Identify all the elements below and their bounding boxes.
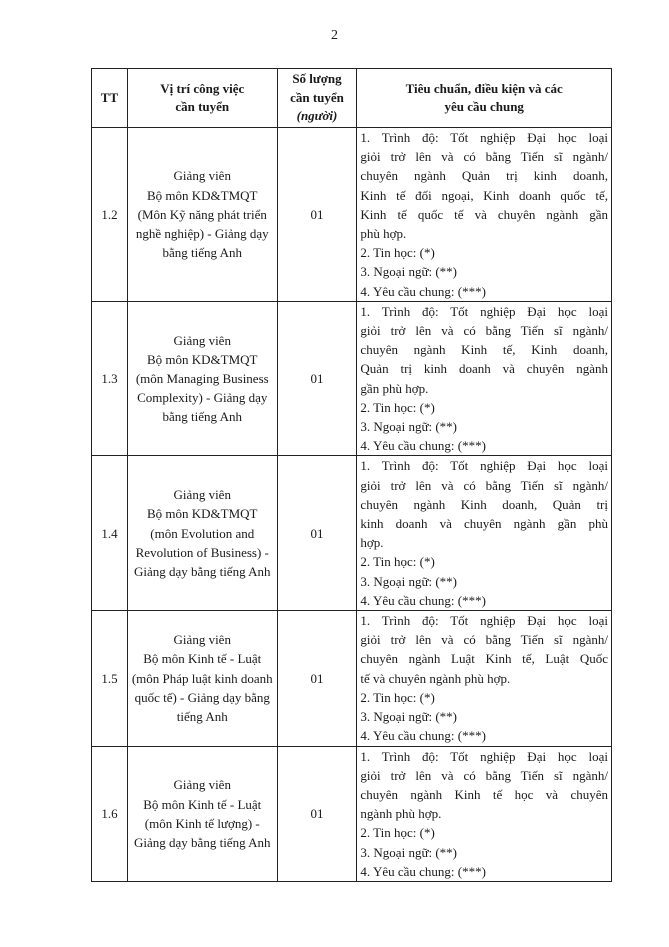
requirement-line: giỏi trở lên và có bằng Tiến sĩ ngành/: [360, 323, 608, 339]
page-number: 2: [331, 28, 338, 43]
requirement-line: chuyên ngành Kinh doanh, Quản trị: [360, 496, 608, 512]
row-number: 1.3: [92, 301, 128, 456]
position-line: (môn Managing Business: [135, 371, 269, 387]
header-tt: TT: [92, 69, 128, 128]
requirement-line: 3. Ngoại ngữ: (**): [360, 264, 458, 280]
requirement-line: 1. Trình độ: Tốt nghiệp Đại học loại: [360, 130, 608, 145]
requirement-line: 4. Yêu cầu chung: (***): [360, 283, 486, 299]
requirement-line: 4. Yêu cầu chung: (***): [360, 438, 486, 454]
requirements-cell: [357, 456, 612, 611]
table-row: [92, 746, 612, 881]
requirement-line: Kinh tế quốc tế và chuyên ngành gần: [360, 206, 608, 222]
requirement-line: chuyên ngành Luật Kinh tế, Luật Quốc: [360, 651, 608, 667]
requirements-cell: [357, 611, 612, 746]
requirement-line: 1. Trình độ: Tốt nghiệp Đại học loại: [360, 303, 608, 319]
position-line: Giảng viên: [173, 168, 231, 184]
position-cell: [127, 456, 277, 611]
position-line: Giảng viên: [173, 777, 231, 793]
position-line: (môn Kinh tế lượng) -: [144, 815, 260, 831]
requirement-line: 1. Trình độ: Tốt nghiệp Đại học loại: [360, 458, 608, 474]
requirement-line: giỏi trở lên và có bằng Tiến sĩ ngành/: [360, 477, 608, 493]
position-cell: [127, 301, 277, 456]
requirement-line: ngành phù hợp.: [360, 806, 442, 822]
row-number: 1.4: [92, 456, 128, 611]
position-line: Bộ môn KD&TMQT: [147, 351, 258, 367]
position-line: tiếng Anh: [176, 709, 228, 725]
requirements-cell: [357, 746, 612, 881]
requirement-line: giỏi trở lên và có bằng Tiến sĩ ngành/: [360, 149, 608, 165]
header-position: Vị trí công việc cần tuyển: [127, 69, 277, 128]
requirement-line: 3. Ngoại ngữ: (**): [360, 844, 458, 860]
position-cell: [127, 746, 277, 881]
position-line: (Môn Kỹ năng phát triển: [137, 206, 267, 222]
position-line: nghề nghiệp) - Giảng dạy: [135, 226, 269, 242]
position-line: Bộ môn Kinh tế - Luật: [143, 796, 262, 812]
requirement-line: 2. Tin học: (*): [360, 245, 435, 261]
requirement-line: 1. Trình độ: Tốt nghiệp Đại học loại: [360, 613, 608, 629]
position-line: (môn Evolution and: [150, 525, 255, 541]
requirement-line: 2. Tin học: (*): [360, 825, 435, 841]
position-line: bằng tiếng Anh: [162, 245, 242, 261]
row-number: 1.2: [92, 128, 128, 302]
table-row: [92, 128, 612, 302]
position-cell: [127, 611, 277, 746]
requirement-line: chuyên ngành Kinh tế, Kinh doanh,: [360, 342, 608, 358]
requirements-cell: [357, 128, 612, 302]
position-line: Revolution of Business) -: [135, 544, 269, 560]
quantity-cell: 01: [277, 611, 357, 746]
requirement-line: 1. Trình độ: Tốt nghiệp Đại học loại: [360, 748, 608, 764]
header-requirements: Tiêu chuẩn, điều kiện và các yêu cầu chung: [357, 69, 612, 128]
requirement-line: 4. Yêu cầu chung: (***): [360, 863, 486, 879]
position-line: Giảng dạy bằng tiếng Anh: [134, 564, 271, 580]
quantity-cell: 01: [277, 128, 357, 302]
requirement-line: giỏi trở lên và có bằng Tiến sĩ ngành/: [360, 632, 608, 648]
requirement-line: 2. Tin học: (*): [360, 689, 435, 705]
requirement-line: 3. Ngoại ngữ: (**): [360, 709, 458, 725]
requirement-line: gần phù hợp.: [360, 380, 429, 396]
requirement-line: Kinh tế đối ngoại, Kinh doanh quốc tế,: [360, 187, 608, 203]
requirements-cell: [357, 301, 612, 456]
table-body: [92, 128, 612, 882]
header-quantity: Số lượng cần tuyển (người): [277, 69, 357, 128]
position-line: Giảng viên: [173, 487, 231, 503]
requirement-line: phù hợp.: [360, 226, 407, 242]
row-number: 1.6: [92, 746, 128, 881]
position-line: Giảng viên: [173, 632, 231, 648]
requirement-line: Quản trị kinh doanh và chuyên ngành: [360, 361, 608, 377]
table-header-row: [92, 69, 612, 128]
requirement-line: tế và chuyên ngành phù hợp.: [360, 670, 511, 686]
requirement-line: 4. Yêu cầu chung: (***): [360, 728, 486, 744]
position-line: bằng tiếng Anh: [162, 409, 242, 425]
table-row: [92, 611, 612, 746]
recruitment-table: [91, 68, 612, 882]
quantity-cell: 01: [277, 301, 357, 456]
requirement-line: 2. Tin học: (*): [360, 399, 435, 415]
position-line: Complexity) - Giảng dạy: [137, 390, 268, 406]
requirement-line: 3. Ngoại ngữ: (**): [360, 573, 458, 589]
position-line: Giảng viên: [173, 332, 231, 348]
position-line: Bộ môn KD&TMQT: [147, 187, 258, 203]
requirement-line: chuyên ngành Quản trị kinh doanh,: [360, 168, 608, 184]
quantity-cell: 01: [277, 746, 357, 881]
position-line: Bộ môn Kinh tế - Luật: [143, 651, 262, 667]
position-line: Giảng dạy bằng tiếng Anh: [134, 834, 271, 850]
requirement-line: 2. Tin học: (*): [360, 554, 435, 570]
table-row: [92, 301, 612, 456]
quantity-cell: 01: [277, 456, 357, 611]
requirement-line: hợp.: [360, 535, 384, 551]
position-line: (môn Pháp luật kinh doanh: [131, 670, 273, 686]
position-line: Bộ môn KD&TMQT: [147, 506, 258, 522]
table-row: [92, 456, 612, 611]
requirement-line: 3. Ngoại ngữ: (**): [360, 419, 458, 435]
row-number: 1.5: [92, 611, 128, 746]
position-line: quốc tế) - Giảng dạy bằng: [134, 689, 270, 705]
requirement-line: kinh doanh và chuyên ngành gần phù: [360, 516, 608, 532]
requirement-line: chuyên ngành Kinh tế học và chuyên: [360, 786, 608, 802]
position-cell: [127, 128, 277, 302]
requirement-line: giỏi trở lên và có bằng Tiến sĩ ngành/: [360, 767, 608, 783]
requirement-line: 4. Yêu cầu chung: (***): [360, 592, 486, 608]
